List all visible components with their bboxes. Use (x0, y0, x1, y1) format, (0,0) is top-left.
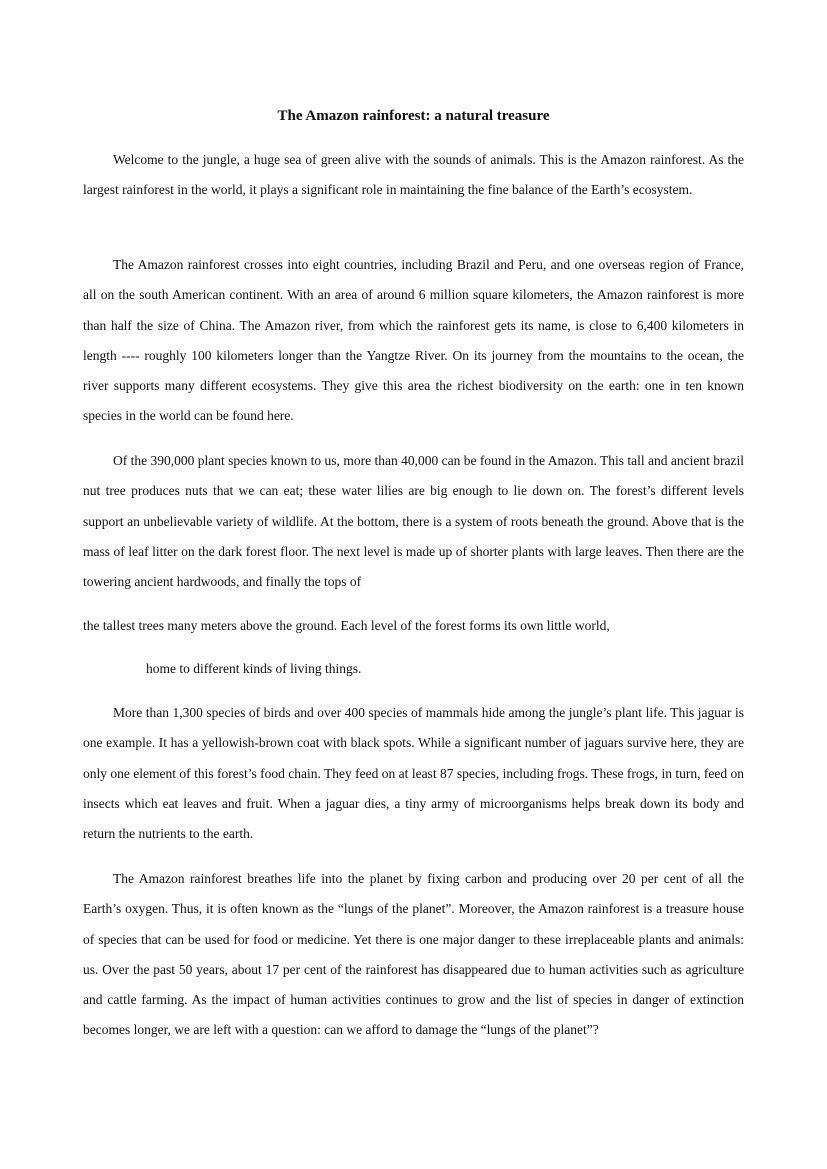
paragraph-plant-species-continuation: home to different kinds of living things. (146, 661, 362, 676)
paragraph-intro: Welcome to the jungle, a huge sea of green alive with the sounds of animals. This is the Amazon rainforest. As the largest rainforest in the world, it plays a significant role in maintaining the fine balance of the Earth’s ecosystem. (83, 152, 744, 198)
paragraph-wildlife: More than 1,300 species of birds and over 400 species of mammals hide among the jungle’s plant life. This jaguar is one example. It has a yellowish-brown coat with black spots. While a significant number of jaguars survive here, they are only one element of this forest’s food chain. They feed on at least 87 species, including frogs. These frogs, in turn, feed on insects which eat leaves and fruit. When a jaguar dies, a tiny army of microorganisms helps break down its body and return the nutrients to the earth. (83, 705, 744, 842)
paragraph-plant-species: Of the 390,000 plant species known to us, more than 40,000 can be found in the Amazon. This tall and ancient brazil nut tree produces nuts that we can eat; these water lilies are big enough to lie down on. The forest’s different levels support an unbelievable variety of wildlife. At the bottom, there is a system of roots beneath the ground. Above that is the mass of leaf litter on the dark forest floor. The next level is made up of shorter plants with large leaves. Then there are the towering ancient hardwoods, and finally the tops of (83, 453, 744, 590)
paragraph-geography: The Amazon rainforest crosses into eight countries, including Brazil and Peru, and one overseas region of France, all on the south American continent. With an area of around 6 million square kilometers, the Amazon rainforest is more than half the size of China. The Amazon river, from which the rainforest gets its name, is close to 6,400 kilometers in length ---- roughly 100 kilometers longer than the Yangtze River. On its journey from the mountains to the ocean, the river supports many different ecosystems. They give this area the richest biodiversity on the earth: one in ten known species in the world can be found here. (83, 257, 744, 424)
page-title: The Amazon rainforest: a natural treasure (277, 108, 550, 124)
paragraph-plant-species-last-line: the tallest trees many meters above the ground. Each level of the forest forms its own little world, (83, 618, 610, 633)
paragraph-lungs-of-planet: The Amazon rainforest breathes life into the planet by fixing carbon and producing over 20 per cent of all the Earth’s oxygen. Thus, it is often known as the “lungs of the planet”. Moreover, the Amazon rainforest is a treasure house of species that can be used for food or medicine. Yet there is one major danger to these irreplaceable plants and animals: us. Over the past 50 years, about 17 per cent of the rainforest has disappeared due to human activities such as agriculture and cattle farming. As the impact of human activities continues to grow and the list of species in danger of extinction becomes longer, we are left with a question: can we afford to damage the “lungs of the planet”? (83, 871, 744, 1038)
